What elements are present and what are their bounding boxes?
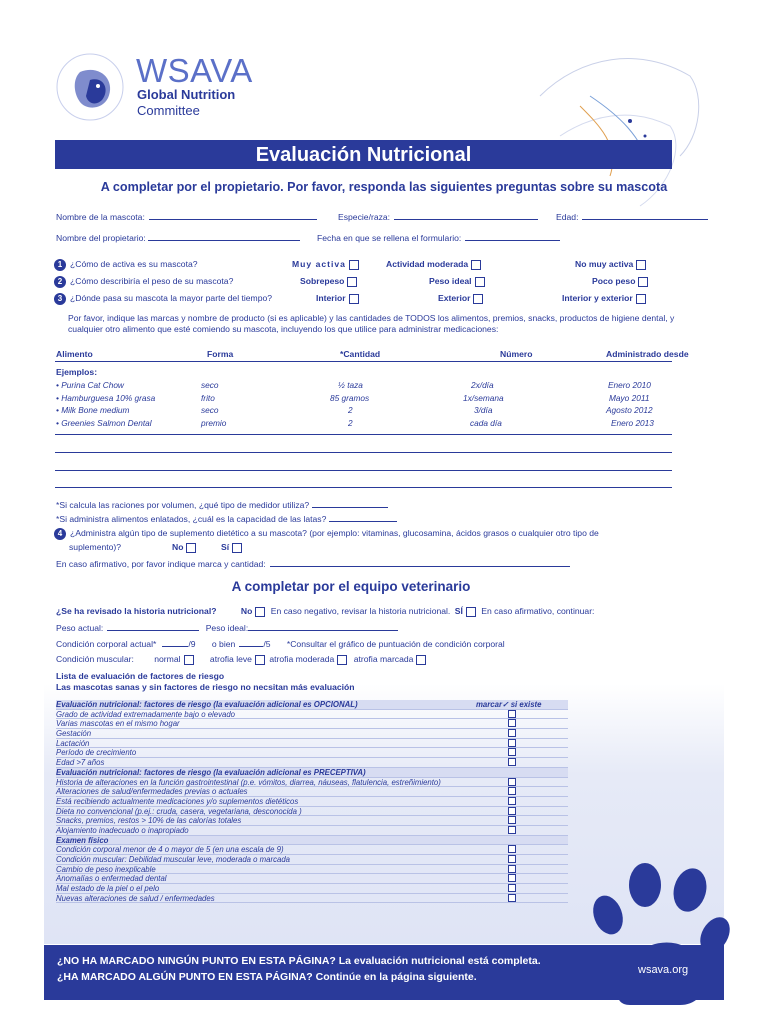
checkbox[interactable] xyxy=(508,758,516,766)
checkbox[interactable] xyxy=(349,294,359,304)
number-1-icon: 1 xyxy=(54,259,66,271)
number-2-icon: 2 xyxy=(54,276,66,288)
checkbox[interactable] xyxy=(473,294,483,304)
checkbox[interactable] xyxy=(508,884,516,892)
food-entry-line[interactable] xyxy=(55,487,672,488)
logo-line1: Global Nutrition xyxy=(137,87,236,102)
bcs-field[interactable]: Condición corporal actual* /9 o bien /5 *Consultar el gráfico de puntuación de condición corporal xyxy=(56,639,505,649)
checkbox[interactable] xyxy=(508,797,516,805)
question-2: 2 ¿Cómo describiría el peso de su mascota? xyxy=(54,276,233,288)
list-item: Dieta no convencional (p.ej.: cruda, casera, vegetariana, desconocida ) xyxy=(56,807,568,817)
q3-option-both[interactable]: Interior y exterior xyxy=(562,293,646,304)
checkbox[interactable] xyxy=(186,543,196,553)
list-item: Está recibiendo actualmente medicaciones y/o suplementos dietéticos xyxy=(56,797,568,807)
list-item: Anomalías o enfermedad dental xyxy=(56,874,568,884)
risk-section-required: Evaluación nutricional: factores de riesgo (la evaluación adicional es PRECEPTIVA) xyxy=(56,768,568,778)
table-row: • Milk Bone medium seco 2 3/día Agosto 2012 xyxy=(56,405,653,415)
q2-option-underweight[interactable]: Poco peso xyxy=(592,276,648,287)
checkbox[interactable] xyxy=(508,894,516,902)
number-4-icon: 4 xyxy=(54,528,66,540)
food-entry-line[interactable] xyxy=(55,452,672,453)
q2-option-ideal[interactable]: Peso ideal xyxy=(429,276,485,287)
checkbox[interactable] xyxy=(471,260,481,270)
question-1: 1 ¿Cómo de activa es su mascota? xyxy=(54,259,198,271)
checkbox[interactable] xyxy=(508,748,516,756)
checkbox[interactable] xyxy=(508,729,516,737)
checkbox[interactable] xyxy=(508,719,516,727)
history-question: ¿Se ha revisado la historia nutricional? No En caso negativo, revisar la historia nutricional. SÍ En caso afirmativo, continuar: xyxy=(56,606,595,616)
list-item: Historia de alteraciones en la función gastrointestinal (p.e. vómitos, diarrea, náuseas, flatulencia, estreñimiento) xyxy=(56,778,568,788)
table-row: • Hamburguesa 10% grasa frito 85 gramos 1x/semana Mayo 2011 xyxy=(56,392,650,403)
q1-option-moderate[interactable]: Actividad moderada xyxy=(386,259,481,270)
list-item: Alteraciones de salud/enfermedades previas o actuales xyxy=(56,787,568,797)
q4-followup-field[interactable]: En caso afirmativo, por favor indique marca y cantidad: xyxy=(56,558,570,569)
food-instructions: Por favor, indique las marcas y nombre de producto (si es aplicable) y las cantidades de TODOS los alimentos, premios, snacks, productos de higiene dental, y cualquier otro alimento que esté comiendo su mascota, incluyendo los que utilice para administrar medicaciones: xyxy=(68,313,675,334)
food-header-form: Forma xyxy=(207,349,234,359)
muscle-normal-checkbox[interactable] xyxy=(184,655,194,665)
list-item: Varias mascotas en el mismo hogar xyxy=(56,719,568,729)
checkbox[interactable] xyxy=(508,855,516,863)
q2-option-overweight[interactable]: Sobrepeso xyxy=(300,276,357,287)
history-no-checkbox[interactable] xyxy=(255,607,265,617)
question-4-cont: suplemento)? xyxy=(69,542,122,552)
checkbox[interactable] xyxy=(508,807,516,815)
checkbox[interactable] xyxy=(508,874,516,882)
mark-column-header: marcar✓ si existe xyxy=(476,700,542,709)
date-field[interactable]: Fecha en que se rellena el formulario: xyxy=(317,232,560,243)
q3-option-outdoor[interactable]: Exterior xyxy=(438,293,483,304)
muscle-moderate-checkbox[interactable] xyxy=(337,655,347,665)
pet-sketch-illustration xyxy=(520,36,720,236)
checkbox[interactable] xyxy=(508,865,516,873)
page-title: Evaluación Nutricional xyxy=(255,144,472,166)
checkbox[interactable] xyxy=(638,277,648,287)
examples-label: Ejemplos: xyxy=(56,367,98,377)
risk-title: Lista de evaluación de factores de riesgo xyxy=(56,671,225,681)
owner-name-field[interactable]: Nombre del propietario: xyxy=(56,232,300,243)
pet-name-field[interactable]: Nombre de la mascota: xyxy=(56,211,317,222)
owner-heading: A completar por el propietario. Por favor, responda las siguientes preguntas sobre su mascota xyxy=(100,180,668,194)
food-entry-line[interactable] xyxy=(55,434,672,435)
checkbox[interactable] xyxy=(508,739,516,747)
food-header-rule xyxy=(55,361,672,362)
table-row: • Greenies Salmon Dental premio 2 cada día Enero 2013 xyxy=(56,417,654,428)
food-header-food: Alimento xyxy=(56,349,93,359)
wsava-logo-emblem xyxy=(50,50,130,124)
list-item: Snacks, premios, restos > 10% de las calorías totales xyxy=(56,816,568,826)
checkbox[interactable] xyxy=(508,778,516,786)
vet-heading: A completar por el equipo veterinario xyxy=(231,579,471,594)
history-yes-checkbox[interactable] xyxy=(466,607,476,617)
q1-option-very-active[interactable]: Muy activa xyxy=(292,259,359,270)
checkbox[interactable] xyxy=(349,260,359,270)
current-weight-field[interactable]: Peso actual: Peso ideal: xyxy=(56,622,398,633)
list-item: Mal estado de la piel o el pelo xyxy=(56,884,568,894)
q4-option-yes[interactable]: Sí xyxy=(221,542,242,553)
species-field[interactable]: Especie/raza: xyxy=(338,211,538,222)
list-item: Condición corporal menor de 4 o mayor de 5 (en una escala de 9) xyxy=(56,845,568,855)
checkbox[interactable] xyxy=(508,816,516,824)
number-3-icon: 3 xyxy=(54,293,66,305)
table-row: • Purina Cat Chow seco ½ taza 2x/día Enero 2010 xyxy=(56,380,651,390)
q4-option-no[interactable]: No xyxy=(172,542,196,553)
logo-line2: Committee xyxy=(137,103,200,118)
question-3: 3 ¿Dónde pasa su mascota la mayor parte del tiempo? xyxy=(54,293,272,305)
footer-line-2: ¿HA MARCADO ALGÚN PUNTO EN ESTA PÁGINA? Continúe en la página siguiente. xyxy=(57,971,477,983)
food-entry-line[interactable] xyxy=(55,470,672,471)
risk-section-optional: Evaluación nutricional: factores de riesgo (la evaluación adicional es OPCIONAL) marcar✓ si existe xyxy=(56,700,568,710)
age-field[interactable]: Edad: xyxy=(556,211,708,222)
food-examples xyxy=(56,380,676,430)
food-header-number: Número xyxy=(500,349,533,359)
muscle-marked-checkbox[interactable] xyxy=(416,655,426,665)
risk-section-exam: Examen físico xyxy=(56,836,568,846)
list-item: Nuevas alteraciones de salud / enfermedades xyxy=(56,894,568,904)
checkbox[interactable] xyxy=(636,260,646,270)
checkbox[interactable] xyxy=(508,710,516,718)
question-4: 4 ¿Administra algún tipo de suplemento dietético a su mascota? (por ejemplo: vitaminas, glucosamina, ácidos grasos o cualquier otro tipo de xyxy=(54,528,714,540)
list-item: Cambio de peso inexplicable xyxy=(56,865,568,875)
list-item: Edad >7 años xyxy=(56,758,568,768)
checkbox[interactable] xyxy=(636,294,646,304)
checkbox[interactable] xyxy=(508,826,516,834)
food-header-amount: *Cantidad xyxy=(340,349,381,359)
list-item: Lactación xyxy=(56,739,568,749)
list-item: Grado de actividad extremadamente bajo o elevado xyxy=(56,710,568,720)
q3-option-indoor[interactable]: Interior xyxy=(316,293,359,304)
measure-question-1[interactable]: *Si calcula las raciones por volumen, ¿qué tipo de medidor utiliza? xyxy=(56,499,388,510)
list-item: Alojamiento inadecuado o inapropiado xyxy=(56,826,568,836)
checkbox[interactable] xyxy=(508,787,516,795)
list-item: Condición muscular: Debilidad muscular leve, moderada o marcada xyxy=(56,855,568,865)
list-item: Período de crecimiento xyxy=(56,748,568,758)
footer-line-1: ¿NO HA MARCADO NINGÚN PUNTO EN ESTA PÁGINA? La evaluación nutricional está completa. xyxy=(57,955,541,967)
measure-question-2[interactable]: *Si administra alimentos enlatados, ¿cuál es la capacidad de las latas? xyxy=(56,513,397,524)
checkbox[interactable] xyxy=(347,277,357,287)
muscle-condition: Condición muscular: normal atrofia leve atrofia moderada atrofia marcada xyxy=(56,654,426,665)
muscle-mild-checkbox[interactable] xyxy=(255,655,265,665)
q1-option-not-active[interactable]: No muy activa xyxy=(575,259,646,270)
risk-table xyxy=(56,700,568,903)
checkbox[interactable] xyxy=(508,845,516,853)
checkbox[interactable] xyxy=(475,277,485,287)
risk-subtitle: Las mascotas sanas y sin factores de riesgo no necsitan más evaluación xyxy=(56,682,355,692)
footer-url[interactable]: wsava.org xyxy=(638,964,689,976)
list-item: Gestación xyxy=(56,729,568,739)
food-header-since: Administrado desde xyxy=(606,349,689,359)
checkbox[interactable] xyxy=(232,543,242,553)
wsava-brand: WSAVA xyxy=(136,52,253,89)
